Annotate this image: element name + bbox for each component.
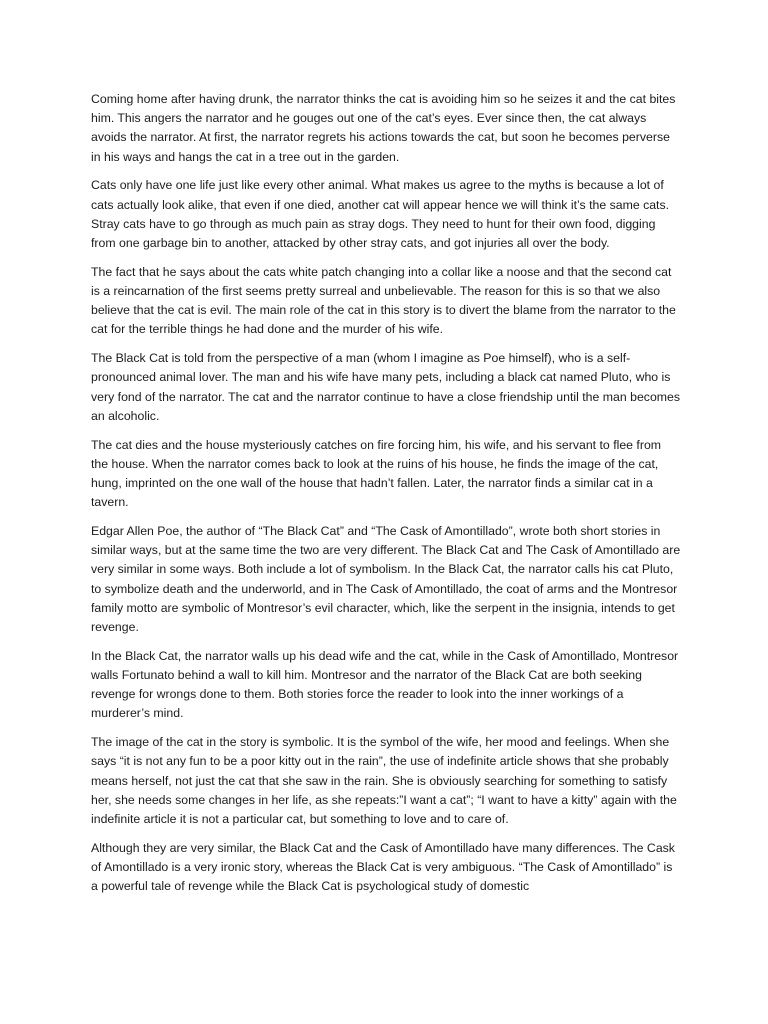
paragraph-3: The fact that he says about the cats white patch changing into a collar like a noose and that the second cat is a reincarnation of the first seems pretty surreal and unbelievable. The reason for this is so that we also believe that the cat is evil. The main role of the cat in this story is to divert the blame from the narrator to the cat for the terrible things he had done and the murder of his wife. xyxy=(91,264,676,337)
paragraph-7: In the Black Cat, the narrator walls up his dead wife and the cat, while in the Cask of Amontillado, Montresor walls Fortunato behind a wall to kill him. Montresor and the narrator of the Black Cat are both seeking revenge for wrongs done to them. Both stories force the reader to look into the inner workings of a murderer’s mind. xyxy=(91,648,679,721)
paragraph-4: The Black Cat is told from the perspective of a man (whom I imagine as Poe himself), who is a self-pronounced animal lover. The man and his wife have many pets, including a black cat named Pluto, who is very fond of the narrator. The cat and the narrator continue to have a close friendship until the man becomes an alcoholic. xyxy=(91,351,681,423)
paragraph-6: Edgar Allen Poe, the author of “The Black Cat” and “The Cask of Amontillado”, wrote both short stories in similar ways, but at the same time the two are very different. The Black Cat and The Cask of Amontillado are very similar in some ways. Both include a lot of symbolism. In the Black Cat, the narrator calls his cat Pluto, to symbolize death and the underworld, and in The Cask of Amontillado, the coat of arms and the Montresor family motto are symbolic of Montresor’s evil character, which, like the serpent in the insignia, intends to get revenge. xyxy=(91,524,681,635)
paragraph-9: Although they are very similar, the Black Cat and the Cask of Amontillado have many differences. The Cask of Amontillado is a very ironic story, whereas the Black Cat is very ambiguous. “The Cask of Amontillado” is a powerful tale of revenge while the Black Cat is psychological study of domestic xyxy=(91,840,675,894)
paragraph-2: Cats only have one life just like every other animal. What makes us agree to the myths is because a lot of cats actually look alike, that even if one died, another cat will appear hence we will think it’s the same cats. Stray cats have to go through as much pain as stray dogs. They need to hunt for their own food, digging from one garbage bin to another, attacked by other stray cats, and got injuries all over the body. xyxy=(91,178,670,251)
paragraph-1: Coming home after having drunk, the narrator thinks the cat is avoiding him so he seizes it and the cat bites him. This angers the narrator and he gouges out one of the cat’s eyes. Ever since then, the cat always avoids the narrator. At first, the narrator regrets his actions towards the cat, but soon he becomes perverse in his ways and hangs the cat in a tree out in the garden. xyxy=(91,92,676,164)
document-body xyxy=(91,90,681,906)
paragraph-5: The cat dies and the house mysteriously catches on fire forcing him, his wife, and his servant to flee from the house. When the narrator comes back to look at the ruins of his house, he finds the image of the cat, hung, imprinted on the one wall of the house that hadn’t fallen. Later, the narrator finds a similar cat in a tavern. xyxy=(91,437,662,510)
paragraph-8: The image of the cat in the story is symbolic. It is the symbol of the wife, her mood and feelings. When she says “it is not any fun to be a poor kitty out in the rain”, the use of indefinite article shows that she probably means herself, not just the cat that she saw in the rain. She is obviously searching for something to satisfy her, she needs some changes in her life, as she repeats:”I want a cat”; “I want to have a kitty” again with the indefinite article it is not a particular cat, but something to love and to care of. xyxy=(91,735,677,827)
